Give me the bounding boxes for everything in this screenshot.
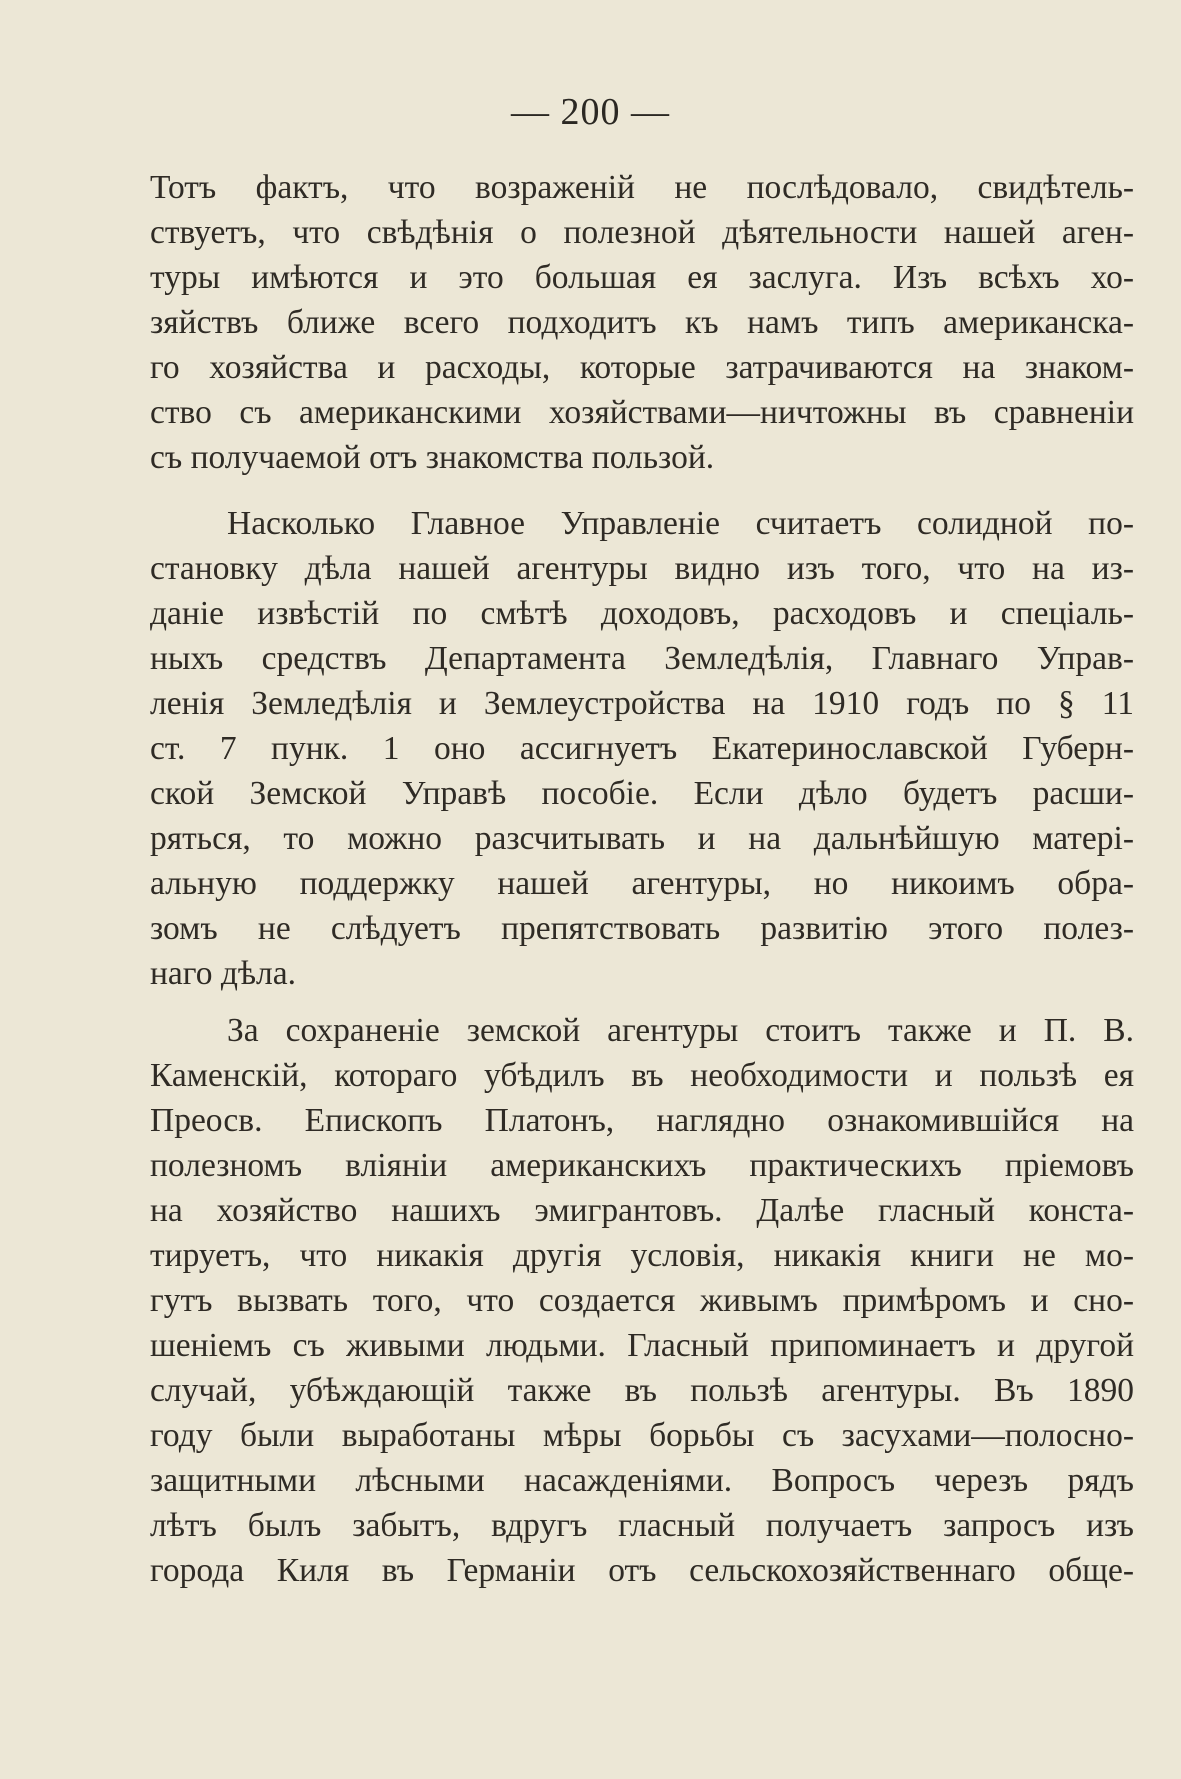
text-line: случай, убѣждающій также въ пользѣ агентуры. Въ 1890: [150, 1372, 1134, 1409]
text-line: го хозяйства и расходы, которые затрачиваются на знаком-: [150, 349, 1134, 386]
text-line: ст. 7 пунк. 1 оно ассигнуетъ Екатеринославской Губерн-: [150, 730, 1134, 767]
text-line: ряться, то можно разсчитывать и на дальнѣйшую матері-: [150, 820, 1134, 857]
text-line: зомъ не слѣдуетъ препятствовать развитію этого полез-: [150, 910, 1134, 947]
text-line: ленія Земледѣлія и Землеустройства на 1910 годъ по § 11: [150, 685, 1134, 722]
text-line: ской Земской Управѣ пособіе. Если дѣло будетъ расши-: [150, 775, 1134, 812]
text-line: лѣтъ былъ забытъ, вдругъ гласный получаетъ запросъ изъ: [150, 1507, 1134, 1544]
paragraph-3: [150, 1008, 1134, 1593]
text-line: города Киля въ Германіи отъ сельскохозяйственнаго обще-: [150, 1552, 1134, 1589]
text-line: году были выработаны мѣры борьбы съ засухами—полосно-: [150, 1417, 1134, 1454]
page-text: [150, 165, 1134, 1593]
text-line: ныхъ средствъ Департамента Земледѣлія, Главнаго Управ-: [150, 640, 1134, 677]
text-line: ство съ американскими хозяйствами—ничтожны въ сравненіи: [150, 394, 1134, 431]
paragraph-1: [150, 165, 1134, 480]
text-line: полезномъ вліяніи американскихъ практическихъ пріемовъ: [150, 1147, 1134, 1184]
text-line: Преосв. Епископъ Платонъ, наглядно ознакомившійся на: [150, 1102, 1134, 1139]
text-line: альную поддержку нашей агентуры, но никоимъ обра-: [150, 865, 1134, 902]
text-line: шеніемъ съ живыми людьми. Гласный припоминаетъ и другой: [150, 1327, 1134, 1364]
text-line: съ получаемой отъ знакомства пользой.: [150, 439, 715, 476]
text-line: зяйствъ ближе всего подходитъ къ намъ типъ американска-: [150, 304, 1134, 341]
paragraph-spacer: [150, 480, 1134, 501]
page-number: — 200 —: [511, 91, 670, 133]
paragraph-2: [150, 501, 1134, 996]
text-line: гутъ вызвать того, что создается живымъ примѣромъ и сно-: [150, 1282, 1134, 1319]
text-line: наго дѣла.: [150, 955, 297, 992]
text-line: Каменскій, котораго убѣдилъ въ необходимости и пользѣ ея: [150, 1057, 1134, 1094]
text-line: Тотъ фактъ, что возраженій не послѣдовало, свидѣтель-: [150, 169, 1134, 206]
text-line: ствуетъ, что свѣдѣнія о полезной дѣятельности нашей аген-: [150, 214, 1134, 251]
paragraph-spacer: [150, 996, 1134, 1008]
text-line: туры имѣются и это большая ея заслуга. Изъ всѣхъ хо-: [150, 259, 1134, 296]
text-line: За сохраненіе земской агентуры стоитъ также и П. В.: [227, 1012, 1134, 1049]
text-line: даніе извѣстій по смѣтѣ доходовъ, расходовъ и спеціаль-: [150, 595, 1134, 632]
text-line: становку дѣла нашей агентуры видно изъ того, что на из-: [150, 550, 1134, 587]
text-line: защитными лѣсными насажденіями. Вопросъ черезъ рядъ: [150, 1462, 1134, 1499]
text-line: на хозяйство нашихъ эмигрантовъ. Далѣе гласный конста-: [150, 1192, 1134, 1229]
text-line: Насколько Главное Управленіе считаетъ солидной по-: [227, 505, 1134, 542]
text-line: тируетъ, что никакія другія условія, никакія книги не мо-: [150, 1237, 1134, 1274]
